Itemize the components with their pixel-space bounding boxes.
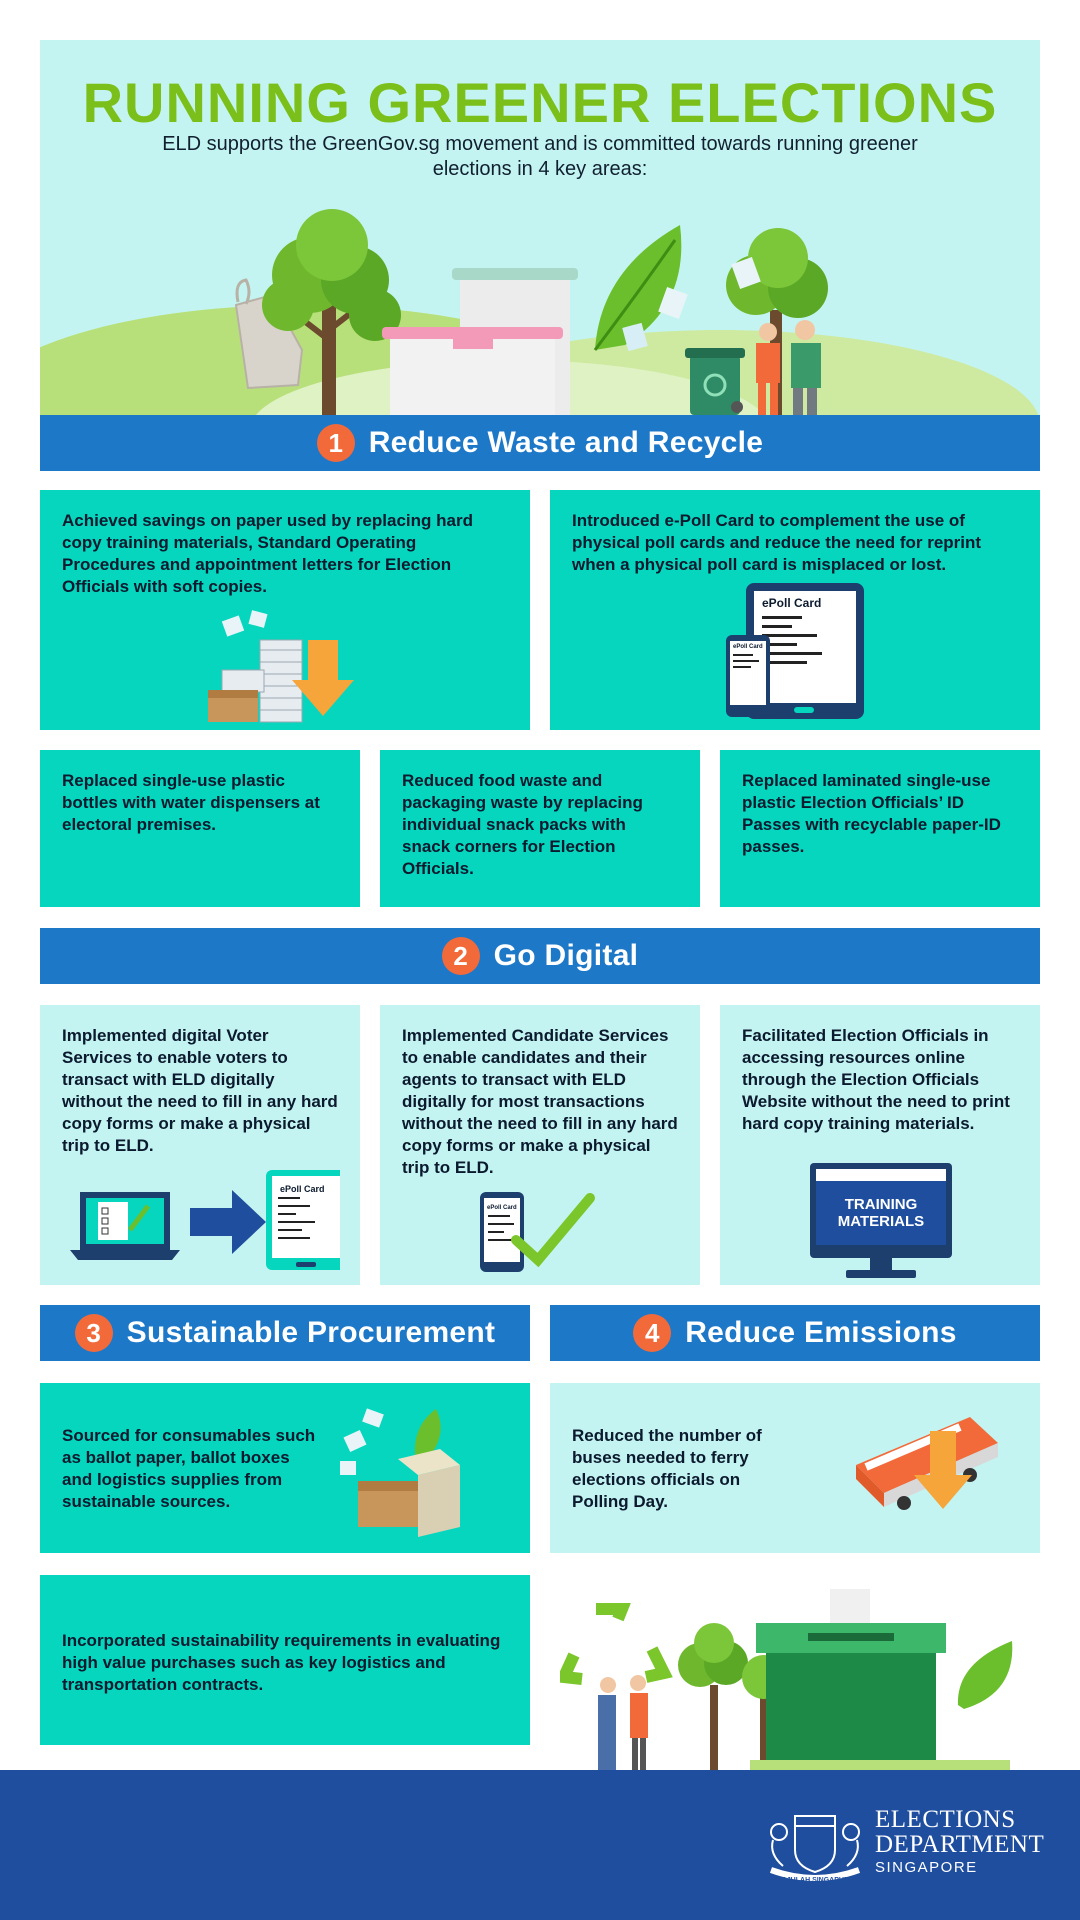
info-card-voter-services xyxy=(40,1005,360,1285)
eco-boxes-illustration xyxy=(338,1403,488,1543)
crest-motto: MAJULAH SINGAPURA xyxy=(775,1877,855,1884)
recycle-bin-icon xyxy=(685,348,745,415)
info-card-paper-id-passes xyxy=(720,750,1040,907)
reusable-container-icon xyxy=(382,268,578,415)
section-title: Reduce Waste and Recycle xyxy=(368,426,764,459)
card-text: Achieved savings on paper used by replacing hard copy training materials, Standard Operating Procedures and appointment letters for Election Officials with soft copies. xyxy=(62,511,473,596)
section-number-badge: 3 xyxy=(75,1314,113,1352)
info-card-election-officials-website xyxy=(720,1005,1040,1285)
section-title: Reduce Emissions xyxy=(685,1316,957,1349)
card-text: Reduced food waste and packaging waste by replacing individual snack packs with snack corners for Election Officials. xyxy=(402,771,643,878)
epoll-card-small-label: ePoll Card xyxy=(733,644,763,650)
info-card-candidate-services xyxy=(380,1005,700,1285)
info-card-snack-corners xyxy=(380,750,700,907)
card-text: Implemented Candidate Services to enable candidates and their agents to transact with ELD digitally for most transactions without the need to fill in any hard copy forms or make a physical trip to ELD. xyxy=(402,1026,678,1177)
card-text: Sourced for consumables such as ballot paper, ballot boxes and logistics supplies from sustainable sources. xyxy=(62,1426,316,1511)
phone-icon xyxy=(726,635,770,717)
info-card-epoll xyxy=(550,490,1040,730)
info-card-fewer-buses xyxy=(550,1383,1040,1553)
info-card-sustainability-requirements xyxy=(40,1575,530,1745)
section-number-badge: 2 xyxy=(442,937,480,975)
epoll-card-small-label: ePoll Card xyxy=(487,1205,517,1211)
page-title: RUNNING GREENER ELECTIONS xyxy=(82,71,998,134)
section-title: Go Digital xyxy=(493,939,639,972)
section-number-badge: 4 xyxy=(633,1314,671,1352)
page-subtitle: ELD supports the GreenGov.sg movement and is committed towards running greener elections in 4 key areas: xyxy=(162,133,918,180)
card-text: Reduced the number of buses needed to ferry elections officials on Polling Day. xyxy=(572,1426,762,1511)
crest-logo xyxy=(765,1802,865,1887)
monitor-icon xyxy=(810,1163,952,1258)
section-title: Sustainable Procurement xyxy=(126,1316,496,1349)
card-text: Replaced laminated single-use plastic Election Officials’ ID Passes with recyclable paper-ID passes. xyxy=(742,771,1001,856)
bus-reduce-illustration xyxy=(850,1403,1010,1523)
info-card-water-dispensers xyxy=(40,750,360,907)
training-materials-label: TRAINING MATERIALS xyxy=(837,1196,925,1230)
tree-icon xyxy=(678,1623,748,1770)
card-text: Introduced e-Poll Card to complement the use of physical poll cards and reduce the need for reprint when a physical poll card is misplaced or lost. xyxy=(572,511,982,574)
card-text: Incorporated sustainability requirements in evaluating high value purchases such as key logistics and transportation contracts. xyxy=(62,1631,501,1694)
ballot-box-illustration xyxy=(560,1585,1040,1770)
org-name-line1: ELECTIONS xyxy=(875,1806,1016,1833)
hero-banner xyxy=(40,40,1040,415)
card-text: Implemented digital Voter Services to enable voters to transact with ELD digitally without the need to fill in any hard copy forms or make a physical trip to ELD. xyxy=(62,1026,338,1155)
recycle-icon xyxy=(564,1609,664,1679)
epoll-card-label: ePoll Card xyxy=(280,1184,325,1194)
section-header-reduce-waste xyxy=(40,415,1040,471)
org-name-line3: SINGAPORE xyxy=(875,1859,978,1876)
org-name xyxy=(875,1807,1044,1876)
card-text: Replaced single-use plastic bottles with water dispensers at electoral premises. xyxy=(62,771,320,834)
section-header-reduce-emissions xyxy=(550,1305,1040,1361)
section-header-sustainable-procurement xyxy=(40,1305,530,1361)
org-name-line2: DEPARTMENT xyxy=(875,1831,1045,1858)
epoll-card-label: ePoll Card xyxy=(762,596,822,610)
info-card-sustainable-sources xyxy=(40,1383,530,1553)
card-text: Facilitated Election Officials in accessing resources online through the Election Officials Website without the need to print hard copy training materials. xyxy=(742,1026,1010,1133)
section-number-badge: 1 xyxy=(317,424,355,462)
phone-check-illustration xyxy=(480,1190,610,1275)
info-card-paper-savings xyxy=(40,490,530,730)
footer xyxy=(0,1770,1080,1920)
section-header-go-digital xyxy=(40,928,1040,984)
paper-savings-illustration xyxy=(200,610,360,725)
